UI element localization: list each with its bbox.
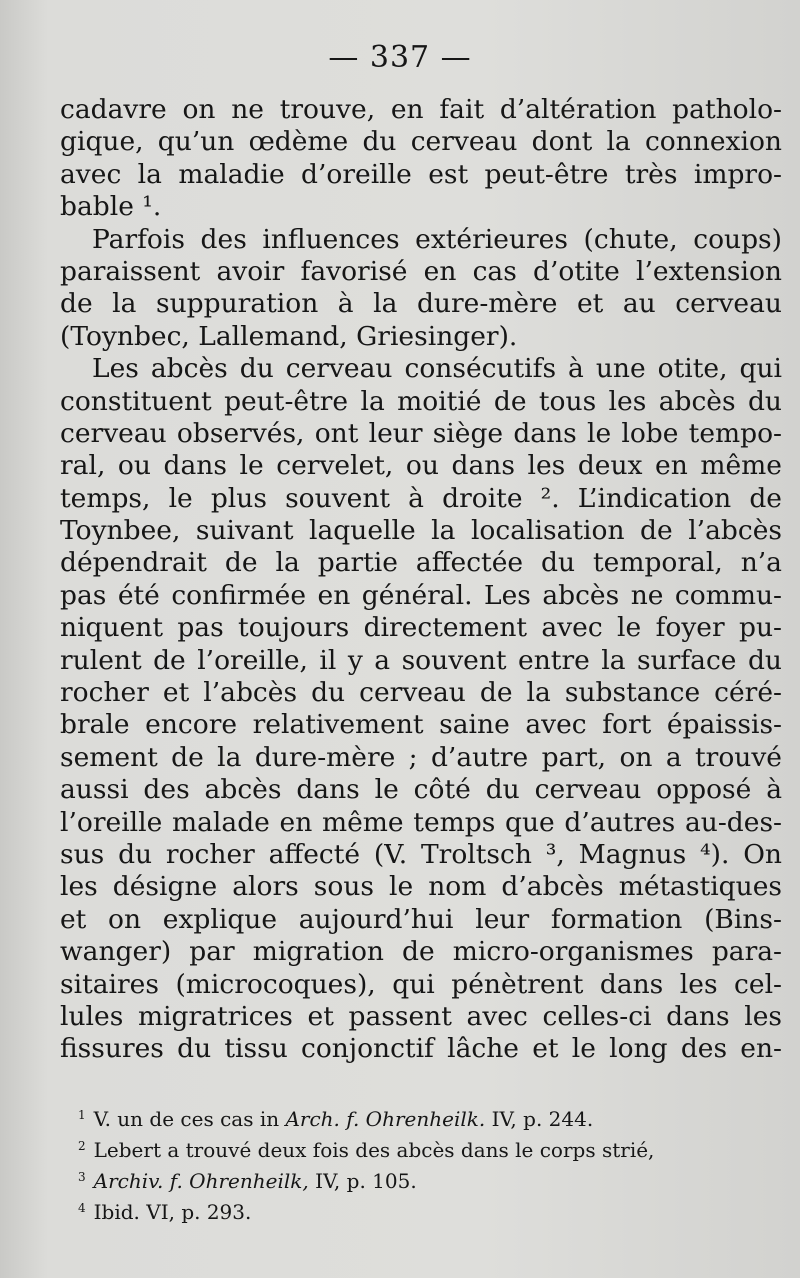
footnote-title: Arch. f. Ohrenheilk. — [285, 1107, 486, 1131]
text-line: aussi des abcès dans le côté du cerveau opposé à — [60, 774, 782, 806]
text-line: cadavre on ne trouve, en fait d’altération patholo- — [60, 94, 782, 125]
text-line: sitaires (microcoques), qui pénètrent dans les cel- — [60, 968, 782, 1000]
text-line: gique, qu’un œdème du cerveau dont la connexion — [60, 126, 782, 158]
footnote — [78, 1195, 778, 1226]
text-line: paraissent avoir favorisé en cas d’otite l’extension — [60, 255, 782, 287]
footnote-text: Ibid. VI, p. 293. — [93, 1200, 252, 1224]
text-line: wanger) par migration de micro-organismes para- — [60, 936, 782, 968]
footnote-marker: 3 — [78, 1170, 86, 1184]
text-line: l’oreille malade en même temps que d’autres au-des- — [60, 806, 782, 838]
text-line: sus du rocher affecté (V. Troltsch ³, Magnus ⁴). On — [60, 838, 782, 870]
page-number: — 337 — — [328, 40, 472, 75]
footnote — [78, 1133, 778, 1164]
text-line: ral, ou dans le cervelet, ou dans les deux en même — [60, 450, 782, 482]
text-line: niquent pas toujours directement avec le foyer pu- — [60, 612, 782, 644]
footnote-title: Archiv. f. Ohrenheilk, — [93, 1169, 309, 1193]
text-line: bable ¹. — [60, 191, 162, 223]
text-line: Toynbee, suivant laquelle la localisation de l’abcès — [60, 515, 782, 547]
footnote — [78, 1102, 778, 1133]
text-line: temps, le plus souvent à droite ². L’indication de — [60, 482, 782, 514]
text-line: fissures du tissu conjonctif lâche et le long des en- — [60, 1033, 782, 1065]
text-line: brale encore relativement saine avec fort épaissis- — [60, 709, 782, 741]
text-line: constituent peut-être la moitié de tous les abcès du — [60, 385, 782, 417]
text-line: rulent de l’oreille, il y a souvent entre la surface du — [60, 644, 782, 676]
text-line: les désigne alors sous le nom d’abcès métastiques — [60, 871, 782, 903]
text-line: (Toynbec, Lallemand, Griesinger). — [60, 320, 518, 352]
text-line: lules migratrices et passent avec celles-ci dans les — [60, 1000, 782, 1032]
footnote-text: IV, p. 244. — [485, 1107, 594, 1131]
footnote — [78, 1164, 778, 1195]
text-line: dépendrait de la partie affectée du temporal, n’a — [60, 547, 782, 579]
footnote-text: V. un de ces cas in — [93, 1107, 286, 1131]
text-line: sement de la dure-mère ; d’autre part, on a trouvé — [60, 741, 782, 773]
text-line: Les abcès du cerveau consécutifs à une otite, qui — [92, 353, 782, 385]
text-line: rocher et l’abcès du cerveau de la substance céré- — [60, 677, 782, 709]
footnote-marker: 1 — [78, 1108, 86, 1122]
footnote-text: Lebert a trouvé deux fois des abcès dans le corps strié, — [93, 1138, 655, 1162]
text-line: de la suppuration à la dure-mère et au cerveau — [60, 288, 782, 320]
body-text — [60, 94, 782, 1066]
text-line: Parfois des influences extérieures (chute, coups) — [92, 223, 782, 255]
text-line: pas été confirmée en général. Les abcès ne commu- — [60, 579, 782, 611]
text-line: avec la maladie d’oreille est peut-être très impro- — [60, 158, 782, 190]
text-line: cerveau observés, ont leur siège dans le lobe tempo- — [60, 417, 782, 449]
footnote-text: IV, p. 105. — [308, 1169, 417, 1193]
footnote-marker: 4 — [78, 1201, 86, 1215]
text-line: et on explique aujourd’hui leur formation (Bins- — [60, 903, 782, 935]
footnote-marker: 2 — [78, 1139, 86, 1153]
footnotes — [78, 1102, 778, 1226]
